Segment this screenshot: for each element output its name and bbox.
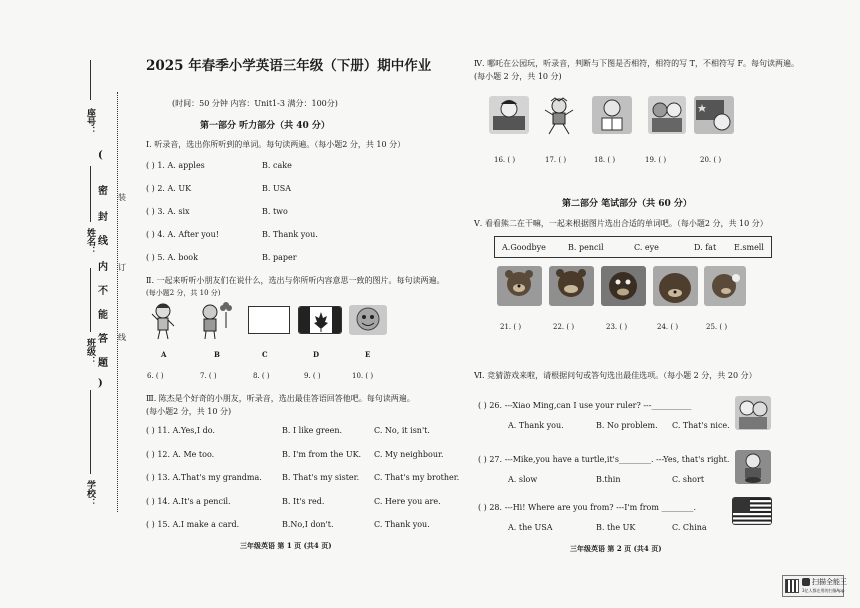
- word-option: A.Goodbye: [502, 243, 546, 252]
- section1-question[interactable]: ( ) 3. A. six: [146, 207, 190, 216]
- picture-18-nezha-book: [592, 96, 632, 134]
- picture-27-boy-turtle: [735, 450, 771, 484]
- answer-blank[interactable]: 24. ( ): [657, 323, 679, 331]
- seal-small-char: 装: [118, 193, 126, 202]
- section4-title: Ⅳ. 哪吒在公园玩，听录音，判断与下图是否相符，相符的写 T，不相符写 F。每句读两遍。: [474, 59, 800, 68]
- picture-d-canada-flag: [298, 306, 342, 334]
- section1-question[interactable]: ( ) 2. A. UK: [146, 184, 192, 193]
- section3-option-c: C. That's my brother.: [374, 473, 460, 482]
- word-option: B. pencil: [568, 243, 604, 252]
- watermark-sub: 3亿人都在用的扫描App: [802, 588, 845, 593]
- seal-char: 密: [98, 186, 108, 197]
- word-option: D. fat: [694, 243, 717, 252]
- answer-blank[interactable]: 8. ( ): [253, 372, 270, 380]
- section3-question[interactable]: ( ) 12. A. Me too.: [146, 449, 215, 459]
- seal-dotted-line: [117, 92, 118, 512]
- seat-line: [90, 60, 91, 100]
- answer-blank[interactable]: 25. ( ): [706, 323, 728, 331]
- seal-small-char: 线: [118, 333, 126, 342]
- seal-char: 能: [98, 310, 108, 321]
- section6-option-c: C. China: [672, 523, 707, 532]
- picture-e-kids: [349, 305, 387, 335]
- section3-option-c: C. Thank you.: [374, 520, 430, 529]
- name-line: [90, 166, 91, 222]
- section3-option-c: C. No, it isn't.: [374, 426, 430, 435]
- section6-option-c: C. That's nice.: [672, 421, 730, 430]
- picture-16-nezha: [489, 96, 529, 134]
- picture-25-bear-smell: [704, 266, 746, 306]
- section3-option-b: B. I like green.: [282, 426, 343, 435]
- answer-blank[interactable]: 6. ( ): [147, 372, 164, 380]
- school-label: 学校：: [85, 480, 95, 507]
- section5-title: Ⅴ. 看看熊二在干嘛，一起来根据图片选出合适的单词吧。（每小题2 分，共 10 分）: [474, 219, 768, 228]
- seal-char: 封: [98, 212, 108, 223]
- exam-info: (时间：50 分钟 内容：Unit1-3 满分：100分): [172, 99, 338, 108]
- qr-code-icon: [785, 579, 799, 593]
- section3-option-b: B.No,I don't.: [282, 520, 334, 529]
- section3-option-c: C. My neighbour.: [374, 449, 444, 459]
- answer-blank[interactable]: 21. ( ): [500, 323, 522, 331]
- footer-left: 三年级英语 第 1 页 (共4 页): [240, 541, 332, 550]
- seal-char: 线: [98, 236, 108, 247]
- section1-question[interactable]: ( ) 1. A. apples: [146, 161, 205, 170]
- answer-blank[interactable]: 9. ( ): [304, 372, 321, 380]
- answer-blank[interactable]: 10. ( ): [352, 372, 374, 380]
- seal-char: 内: [98, 262, 108, 273]
- section6-option-b: B. the UK: [596, 523, 636, 532]
- section3-option-c: C. Here you are.: [374, 496, 441, 506]
- section1-option-b: B. paper: [262, 253, 297, 262]
- section6-question[interactable]: ( ) 27. ---Mike,you have a turtle,it's________. ---Yes, that's right.: [478, 455, 730, 464]
- section6-option-b: B.thin: [596, 475, 621, 484]
- answer-blank[interactable]: 23. ( ): [606, 323, 628, 331]
- answer-blank[interactable]: 17. ( ): [545, 156, 567, 164]
- seat-label: 座号：: [85, 108, 95, 135]
- answer-blank[interactable]: 19. ( ): [645, 156, 667, 164]
- watermark-brand: 扫描全能王: [812, 578, 847, 586]
- section1-option-b: B. cake: [262, 161, 292, 170]
- picture-21-bear-wave: [497, 266, 542, 306]
- name-label: 姓名：: [85, 228, 95, 255]
- section1-question[interactable]: ( ) 5. A. book: [146, 253, 198, 262]
- picture-28-usa-flag: [732, 497, 772, 525]
- picture-24-bear-fat: [653, 266, 698, 306]
- picture-b-kid-plant: [198, 302, 234, 340]
- answer-blank[interactable]: 22. ( ): [553, 323, 575, 331]
- section6-option-a: A. the USA: [508, 523, 553, 532]
- answer-blank[interactable]: 16. ( ): [494, 156, 516, 164]
- picture-23-bear-eye: [601, 266, 646, 306]
- seal-small-char: 订: [118, 263, 126, 272]
- section3-question[interactable]: ( ) 11. A.Yes,I do.: [146, 426, 215, 435]
- part2-header: 第二部分 笔试部分（共 60 分）: [562, 199, 692, 209]
- seal-char: 题: [98, 358, 108, 369]
- picture-label: A: [161, 350, 167, 359]
- answer-blank[interactable]: 20. ( ): [700, 156, 722, 164]
- section6-option-a: A. Thank you.: [508, 421, 564, 430]
- page-title: 2025 年春季小学英语三年级（下册）期中作业: [146, 58, 432, 74]
- section2-score: (每小题2 分，共 10 分): [146, 289, 221, 297]
- scanner-watermark: [782, 575, 847, 597]
- section6-question[interactable]: ( ) 26. ---Xiao Ming,can I use your ruler? ---__________: [478, 401, 692, 410]
- word-option: E.smell: [734, 243, 764, 252]
- picture-label: B: [214, 350, 220, 359]
- answer-blank[interactable]: 7. ( ): [200, 372, 217, 380]
- school-line: [90, 390, 91, 474]
- section3-question[interactable]: ( ) 14. A.It's a pencil.: [146, 496, 231, 506]
- section4-score: (每小题 2 分，共 10 分): [474, 72, 562, 81]
- picture-c-blank: [248, 306, 290, 334]
- footer-right: 三年级英语 第 2 页 (共4 页): [570, 544, 662, 553]
- picture-19-nezha-group: [648, 96, 686, 134]
- section3-option-b: B. It's red.: [282, 496, 325, 506]
- picture-label: C: [262, 350, 268, 359]
- seal-char: 不: [98, 286, 108, 297]
- class-label: 班级：: [85, 338, 95, 365]
- section6-option-b: B. No problem.: [596, 421, 658, 430]
- section3-question[interactable]: ( ) 15. A.I make a card.: [146, 520, 240, 529]
- picture-17-nezha-jump: [541, 96, 577, 136]
- section3-title: Ⅲ. 陈杰是个好奇的小朋友，听录音，选出最佳答语回答他吧。每句读两遍。: [146, 394, 415, 403]
- class-line: [90, 268, 91, 332]
- section6-option-c: C. short: [672, 475, 705, 484]
- section3-option-b: B. I'm from the UK.: [282, 449, 362, 459]
- section6-option-a: A. slow: [508, 475, 538, 484]
- seal-char: ): [98, 378, 103, 389]
- picture-20-china-flag: [694, 96, 734, 134]
- word-option: C. eye: [634, 243, 659, 252]
- section3-option-b: B. That's my sister.: [282, 473, 360, 482]
- section1-question[interactable]: ( ) 4. A. After you!: [146, 230, 219, 239]
- section1-option-b: B. Thank you.: [262, 230, 318, 239]
- picture-22-bear-pencil: [549, 266, 594, 306]
- seal-char: (: [98, 150, 103, 161]
- section2-title: Ⅱ. 一起来听听小朋友们在说什么，选出与你所听内容意思一致的图片。每句读两遍。: [146, 276, 445, 285]
- section1-option-b: B. two: [262, 207, 288, 216]
- picture-26-boy-ruler: [735, 396, 771, 430]
- picture-a-kid: [150, 302, 176, 340]
- answer-blank[interactable]: 18. ( ): [594, 156, 616, 164]
- app-logo-icon: [802, 578, 810, 586]
- section6-question[interactable]: ( ) 28. ---Hi! Where are you from? ---I'm from ________.: [478, 503, 696, 512]
- section1-option-b: B. USA: [262, 184, 291, 193]
- section3-question[interactable]: ( ) 13. A.That's my grandma.: [146, 473, 262, 482]
- picture-label: E: [365, 350, 371, 359]
- picture-label: D: [313, 350, 320, 359]
- section3-score: (每小题2 分，共 10 分): [146, 407, 232, 416]
- section1-title: Ⅰ. 听录音，选出你所听到的单词。每句读两遍。（每小题2 分，共 10 分）: [146, 140, 406, 149]
- seal-char: 答: [98, 334, 108, 345]
- section6-title: Ⅵ. 竞猜游戏来啦，请根据问句或答句选出最佳选项。（每小题 2 分，共 20 分）: [474, 371, 757, 380]
- part1-header: 第一部分 听力部分（共 40 分）: [200, 121, 330, 131]
